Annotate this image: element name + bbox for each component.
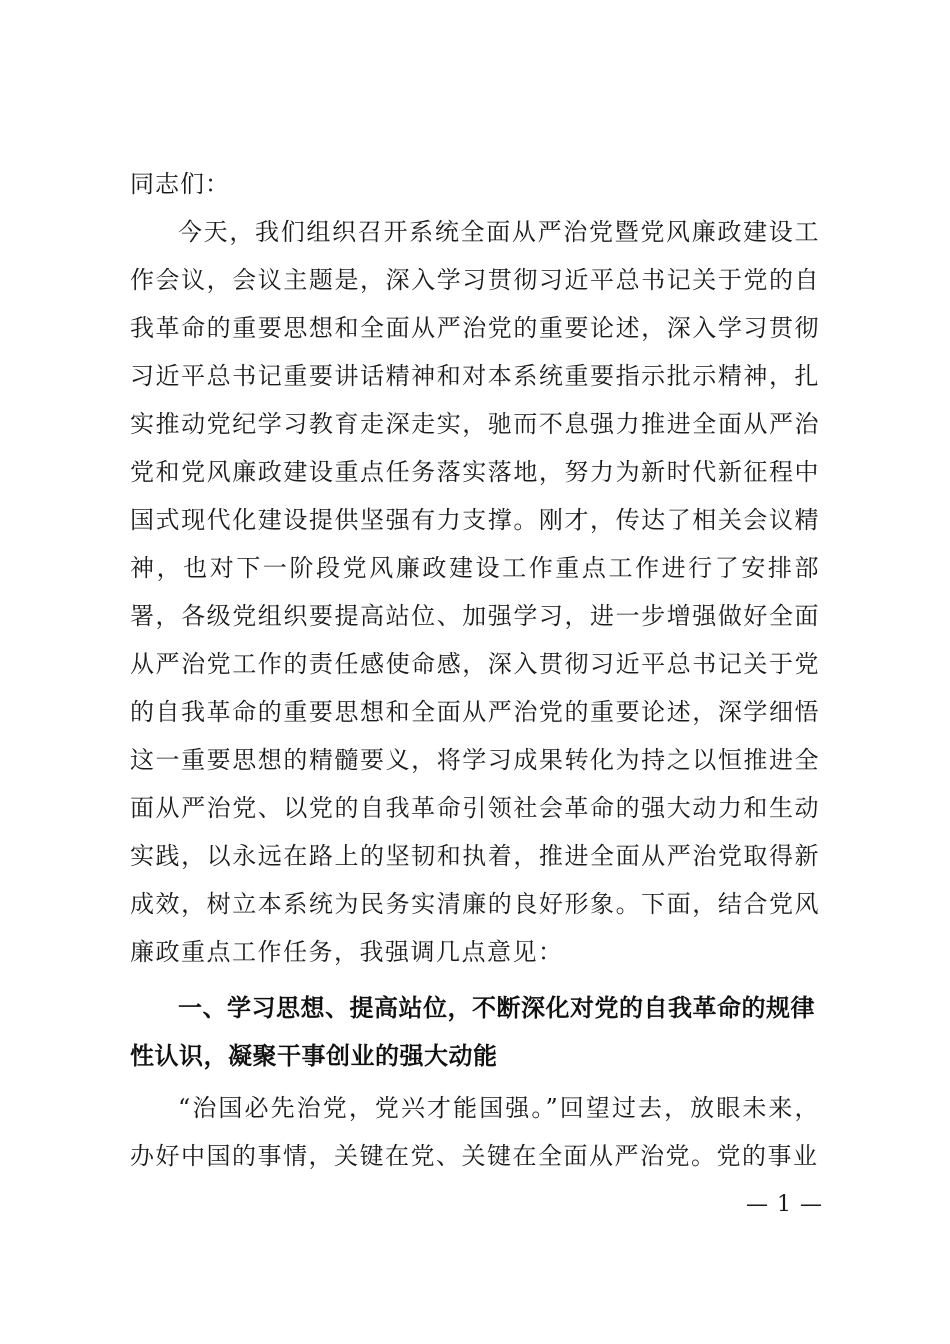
paragraph-section-1: “治国必先治党，党兴才能国强。”回望过去，放眼未来，办好中国的事情，关键在党、关键在全面从严治党。党的事业	[130, 1094, 820, 1170]
paragraph-intro: 今天，我们组织召开系统全面从严治党暨党风廉政建设工作会议，会议主题是，深入学习贯彻习近平总书记关于党的自我革命的重要思想和全面从严治党的重要论述，深入学习贯彻习近平总书记重要讲话精神和对本系统重要指示批示精神，扎实推动党纪学习教育走深走实，驰而不息强力推进全面从严治党和党风廉政建设重点任务落实落地，努力为新时代新征程中国式现代化建设提供坚强有力支撑。刚才，传达了相关会议精神，也对下一阶段党风廉政建设工作重点工作进行了安排部署，各级党组织要提高站位、加强学习，进一步增强做好全面从严治党工作的责任感使命感，深入贯彻习近平总书记关于党的自我革命的重要思想和全面从严治党的重要论述，深学细悟这一重要思想的精髓要义，将学习成果转化为持之以恒推进全面从严治党、以党的自我革命引领社会革命的强大动力和生动实践，以永远在路上的坚韧和执着，推进全面从严治党取得新成效，树立本系统为民务实清廉的良好形象。下面，结合党风廉政重点工作任务，我强调几点意见：	[130, 218, 820, 966]
section-heading-1: 一、学习思想、提高站位，不断深化对党的自我革命的规律性认识，凝聚干事创业的强大动能	[130, 994, 815, 1070]
salutation: 同志们：	[130, 170, 230, 198]
page-number: — 1 —	[746, 1192, 823, 1217]
body-text	[130, 160, 820, 1180]
